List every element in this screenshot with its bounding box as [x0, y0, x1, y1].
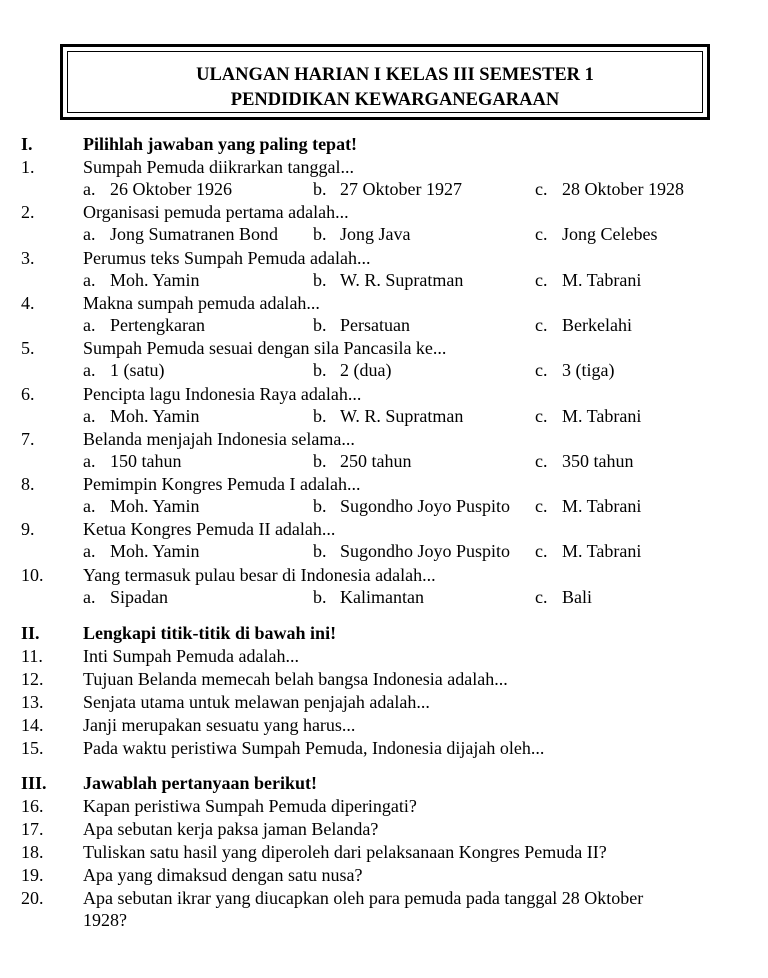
question-number: 5. [21, 338, 35, 359]
option-letter: c. [535, 496, 548, 517]
option-b [313, 450, 412, 472]
option-text: Jong Java [340, 224, 411, 245]
option-c [535, 359, 614, 381]
question-text: Makna sumpah pemuda adalah... [83, 292, 320, 313]
option-a [83, 223, 278, 245]
option-text: M. Tabrani [562, 405, 642, 426]
option-text: M. Tabrani [562, 541, 642, 562]
option-b [313, 586, 424, 608]
option-letter: c. [535, 541, 548, 562]
option-text: 1 (satu) [110, 360, 165, 381]
question-text: Pada waktu peristiwa Sumpah Pemuda, Indonesia dijajah oleh... [83, 738, 545, 758]
question-text: Tuliskan satu hasil yang diperoleh dari pelaksanaan Kongres Pemuda II? [83, 842, 607, 862]
question-number: 10. [21, 564, 44, 585]
question-number: 11. [21, 646, 43, 666]
option-text: 27 Oktober 1927 [340, 179, 462, 199]
option-c [535, 314, 632, 336]
option-text: Moh. Yamin [110, 541, 200, 562]
option-a [83, 314, 205, 336]
option-text: Sipadan [110, 586, 168, 607]
option-c [535, 586, 592, 608]
option-letter: c. [535, 586, 548, 607]
option-c [535, 178, 684, 200]
option-letter: a. [83, 541, 96, 562]
option-text: Moh. Yamin [110, 405, 200, 426]
option-text: Bali [562, 586, 592, 607]
question-number: 2. [21, 202, 35, 223]
option-b [313, 178, 462, 200]
option-text: Persatuan [340, 314, 410, 335]
question-text: Perumus teks Sumpah Pemuda adalah... [83, 247, 371, 268]
question-number: 13. [21, 692, 44, 712]
section-heading: Pilihlah jawaban yang paling tepat! [83, 134, 358, 154]
option-letter: b. [313, 450, 327, 471]
option-letter: b. [313, 541, 327, 562]
option-a [83, 405, 200, 427]
question-text: Sumpah Pemuda sesuai dengan sila Pancasila ke... [83, 338, 447, 359]
option-letter: c. [535, 314, 548, 335]
option-letter: a. [83, 405, 96, 426]
question-text: Janji merupakan sesuatu yang harus... [83, 715, 356, 735]
section-heading: Jawablah pertanyaan berikut! [83, 773, 318, 793]
option-c [535, 540, 641, 562]
option-text: Berkelahi [562, 314, 632, 335]
option-letter: a. [83, 314, 96, 335]
option-text: 2 (dua) [340, 360, 392, 381]
option-letter: a. [83, 179, 96, 199]
option-c [535, 405, 641, 427]
option-letter: a. [83, 360, 96, 381]
option-c [535, 495, 641, 517]
option-letter: a. [83, 269, 96, 290]
title-line-1: ULANGAN HARIAN I KELAS III SEMESTER 1 [196, 65, 594, 85]
option-a [83, 269, 200, 291]
option-a [83, 586, 168, 608]
question-text: Ketua Kongres Pemuda II adalah... [83, 519, 336, 540]
question-text: Senjata utama untuk melawan penjajah adalah... [83, 692, 430, 712]
option-letter: c. [535, 450, 548, 471]
question-number: 1. [21, 157, 35, 177]
question-number: 18. [21, 842, 44, 862]
option-text: M. Tabrani [562, 269, 642, 290]
question-number: 17. [21, 819, 44, 839]
question-text: Pemimpin Kongres Pemuda I adalah... [83, 474, 361, 495]
option-letter: b. [313, 405, 327, 426]
section-heading: Lengkapi titik-titik di bawah ini! [83, 623, 337, 643]
option-b [313, 540, 510, 562]
option-letter: b. [313, 179, 327, 199]
option-letter: b. [313, 586, 327, 607]
option-letter: b. [313, 360, 327, 381]
option-a [83, 178, 232, 200]
option-text: Jong Celebes [562, 224, 658, 245]
option-b [313, 495, 510, 517]
option-b [313, 359, 391, 381]
option-text: Sugondho Joyo Puspito [340, 541, 511, 562]
question-number: 19. [21, 865, 44, 885]
option-a [83, 450, 182, 472]
question-number: 8. [21, 474, 35, 495]
option-a [83, 359, 164, 381]
question-text: Apa sebutan ikrar yang diucapkan oleh para pemuda pada tanggal 28 Oktober [83, 888, 644, 908]
option-text: W. R. Supratman [340, 405, 464, 426]
option-text: Moh. Yamin [110, 269, 200, 290]
question-number: 7. [21, 428, 35, 449]
option-text: 3 (tiga) [562, 360, 615, 381]
option-text: 250 tahun [340, 450, 412, 471]
option-letter: a. [83, 224, 96, 245]
question-text: Apa yang dimaksud dengan satu nusa? [83, 865, 363, 885]
question-text: Sumpah Pemuda diikrarkan tanggal... [83, 157, 354, 177]
section-number: III. [21, 773, 47, 793]
option-text: 150 tahun [110, 450, 182, 471]
question-text: Belanda menjajah Indonesia selama... [83, 428, 355, 449]
option-letter: a. [83, 450, 96, 471]
option-b [313, 405, 463, 427]
question-number: 3. [21, 247, 35, 268]
option-a [83, 495, 200, 517]
question-text: Pencipta lagu Indonesia Raya adalah... [83, 383, 362, 404]
section-number: I. [21, 134, 33, 154]
option-letter: b. [313, 496, 327, 517]
option-b [313, 223, 411, 245]
question-number: 12. [21, 669, 44, 689]
option-text: Jong Sumatranen Bond [110, 224, 278, 245]
option-text: Pertengkaran [110, 314, 205, 335]
option-letter: b. [313, 269, 327, 290]
option-letter: c. [535, 179, 548, 199]
option-letter: b. [313, 314, 327, 335]
option-text: 26 Oktober 1926 [110, 179, 232, 199]
option-letter: c. [535, 360, 548, 381]
question-number: 14. [21, 715, 44, 735]
question-number: 16. [21, 796, 44, 816]
option-text: Moh. Yamin [110, 496, 200, 517]
question-text: Yang termasuk pulau besar di Indonesia adalah... [83, 564, 436, 585]
question-text: Organisasi pemuda pertama adalah... [83, 202, 349, 223]
option-text: Kalimantan [340, 586, 424, 607]
title-box [60, 44, 710, 120]
option-a [83, 540, 200, 562]
question-text: Apa sebutan kerja paksa jaman Belanda? [83, 819, 379, 839]
option-letter: c. [535, 224, 548, 245]
option-letter: c. [535, 269, 548, 290]
option-letter: a. [83, 496, 96, 517]
question-number: 4. [21, 292, 35, 313]
option-text: M. Tabrani [562, 496, 642, 517]
option-c [535, 223, 657, 245]
option-c [535, 269, 641, 291]
option-text: 28 Oktober 1928 [562, 179, 684, 199]
question-number: 15. [21, 738, 44, 758]
question-text: Kapan peristiwa Sumpah Pemuda diperingati? [83, 796, 417, 816]
title-line-2: PENDIDIKAN KEWARGANEGARAAN [230, 90, 560, 110]
option-text: W. R. Supratman [340, 269, 464, 290]
option-letter: c. [535, 405, 548, 426]
question-number: 9. [21, 519, 35, 540]
question-number: 6. [21, 383, 35, 404]
question-text: Tujuan Belanda memecah belah bangsa Indonesia adalah... [83, 669, 508, 689]
option-b [313, 314, 410, 336]
option-letter: b. [313, 224, 327, 245]
option-b [313, 269, 463, 291]
question-text-continued: 1928? [83, 910, 127, 930]
option-text: Sugondho Joyo Puspito [340, 496, 511, 517]
option-text: 350 tahun [562, 450, 634, 471]
question-number: 20. [21, 888, 44, 908]
question-text: Inti Sumpah Pemuda adalah... [83, 646, 299, 666]
section-number: II. [21, 623, 40, 643]
option-c [535, 450, 634, 472]
option-letter: a. [83, 586, 96, 607]
